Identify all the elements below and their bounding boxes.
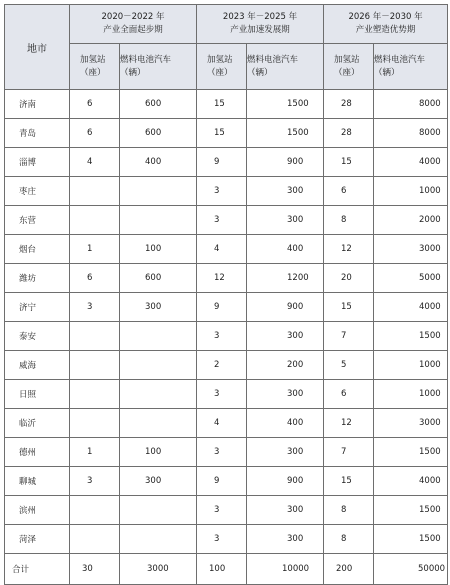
column-header-line: 燃料电池汽车 — [120, 54, 172, 65]
table-row — [5, 206, 448, 235]
station-count-cell — [70, 525, 120, 554]
station-column-header — [70, 44, 120, 90]
station-count-cell: 7 — [324, 322, 374, 351]
total-vehicle-cell: 50000 — [374, 554, 448, 585]
vehicle-count-cell: 600 — [120, 264, 197, 293]
table-row — [5, 496, 448, 525]
city-name: 枣庄 — [5, 177, 70, 206]
vehicle-count-cell: 1500 — [374, 496, 448, 525]
table-row — [5, 322, 448, 351]
column-subheader-row — [5, 44, 448, 90]
station-count-cell: 3 — [197, 496, 247, 525]
total-vehicle-cell: 3000 — [120, 554, 197, 585]
station-count-cell: 15 — [324, 293, 374, 322]
vehicle-column-header — [374, 44, 448, 90]
column-header-line: （辆） — [374, 67, 400, 78]
station-count-cell: 6 — [70, 264, 120, 293]
vehicle-count-cell: 1000 — [374, 380, 448, 409]
station-count-cell: 12 — [197, 264, 247, 293]
station-column-header — [324, 44, 374, 90]
station-count-cell: 15 — [197, 90, 247, 119]
station-count-cell: 6 — [70, 90, 120, 119]
vehicle-count-cell: 300 — [247, 496, 324, 525]
vehicle-count-cell: 8000 — [374, 119, 448, 148]
station-count-cell: 3 — [197, 206, 247, 235]
total-station-cell: 30 — [70, 554, 120, 585]
vehicle-count-cell — [120, 380, 197, 409]
vehicle-count-cell: 1000 — [374, 351, 448, 380]
city-name: 泰安 — [5, 322, 70, 351]
vehicle-count-cell: 4000 — [374, 293, 448, 322]
station-count-cell: 1 — [70, 235, 120, 264]
period-header-2 — [197, 5, 324, 44]
column-header-line: （座） — [334, 67, 360, 78]
total-vehicle-cell: 10000 — [247, 554, 324, 585]
period-years: 2023 年－2025 年 — [222, 12, 298, 22]
table-body — [5, 90, 448, 585]
city-name: 淄博 — [5, 148, 70, 177]
station-count-cell — [70, 322, 120, 351]
station-column-header — [197, 44, 247, 90]
vehicle-count-cell: 3000 — [374, 409, 448, 438]
station-count-cell — [70, 206, 120, 235]
station-count-cell: 4 — [197, 409, 247, 438]
vehicle-count-cell: 200 — [247, 351, 324, 380]
total-station-cell: 200 — [324, 554, 374, 585]
vehicle-count-cell — [120, 496, 197, 525]
station-count-cell: 15 — [324, 148, 374, 177]
vehicle-count-cell — [120, 177, 197, 206]
station-count-cell: 8 — [324, 525, 374, 554]
vehicle-count-cell — [120, 525, 197, 554]
vehicle-count-cell: 400 — [247, 409, 324, 438]
vehicle-count-cell: 300 — [247, 380, 324, 409]
city-name: 聊城 — [5, 467, 70, 496]
period-header-3 — [324, 5, 448, 44]
city-name: 济宁 — [5, 293, 70, 322]
vehicle-count-cell — [120, 322, 197, 351]
vehicle-count-cell: 1500 — [374, 438, 448, 467]
vehicle-count-cell: 300 — [247, 438, 324, 467]
station-count-cell: 15 — [324, 467, 374, 496]
vehicle-count-cell: 3000 — [374, 235, 448, 264]
city-name: 日照 — [5, 380, 70, 409]
column-header-line: （座） — [207, 67, 233, 78]
vehicle-count-cell: 900 — [247, 467, 324, 496]
station-count-cell: 6 — [324, 380, 374, 409]
vehicle-count-cell: 900 — [247, 148, 324, 177]
total-label: 合计 — [5, 554, 70, 585]
station-count-cell: 20 — [324, 264, 374, 293]
vehicle-count-cell: 8000 — [374, 90, 448, 119]
vehicle-count-cell: 900 — [247, 293, 324, 322]
station-count-cell: 15 — [197, 119, 247, 148]
station-count-cell: 1 — [70, 438, 120, 467]
station-count-cell: 28 — [324, 90, 374, 119]
vehicle-count-cell: 4000 — [374, 467, 448, 496]
vehicle-count-cell: 1200 — [247, 264, 324, 293]
table-row — [5, 148, 448, 177]
period-years: 2020－2022 年 — [101, 12, 165, 22]
city-name: 威海 — [5, 351, 70, 380]
city-name: 潍坊 — [5, 264, 70, 293]
table-row — [5, 380, 448, 409]
station-count-cell: 6 — [70, 119, 120, 148]
column-header-line: 加氢站 — [334, 54, 360, 65]
station-count-cell: 2 — [197, 351, 247, 380]
vehicle-count-cell: 300 — [120, 293, 197, 322]
table-row — [5, 409, 448, 438]
column-header-line: 加氢站 — [207, 54, 233, 65]
period-name: 产业塑造优势期 — [355, 25, 416, 35]
city-name: 东营 — [5, 206, 70, 235]
station-count-cell — [70, 496, 120, 525]
vehicle-count-cell: 400 — [247, 235, 324, 264]
station-count-cell: 7 — [324, 438, 374, 467]
vehicle-count-cell: 1500 — [247, 90, 324, 119]
city-name: 滨州 — [5, 496, 70, 525]
table-row — [5, 438, 448, 467]
vehicle-column-header — [247, 44, 324, 90]
vehicle-count-cell: 1500 — [374, 525, 448, 554]
total-station-cell: 100 — [197, 554, 247, 585]
vehicle-count-cell: 2000 — [374, 206, 448, 235]
city-name: 烟台 — [5, 235, 70, 264]
period-name: 产业加速发展期 — [230, 25, 290, 35]
column-header-line: 燃料电池汽车 — [374, 54, 426, 65]
station-count-cell — [70, 409, 120, 438]
table-row — [5, 264, 448, 293]
station-count-cell: 9 — [197, 467, 247, 496]
column-header-line: （辆） — [247, 67, 273, 78]
station-count-cell — [70, 380, 120, 409]
vehicle-count-cell: 400 — [120, 148, 197, 177]
station-count-cell: 12 — [324, 235, 374, 264]
period-name: 产业全面起步期 — [103, 25, 163, 35]
station-count-cell: 8 — [324, 496, 374, 525]
city-name: 济南 — [5, 90, 70, 119]
station-count-cell: 9 — [197, 148, 247, 177]
city-name: 德州 — [5, 438, 70, 467]
period-years: 2026 年－2030 年 — [348, 12, 423, 22]
table-row — [5, 525, 448, 554]
station-count-cell: 3 — [197, 322, 247, 351]
vehicle-count-cell: 1500 — [247, 119, 324, 148]
station-count-cell: 3 — [197, 380, 247, 409]
vehicle-count-cell — [120, 409, 197, 438]
vehicle-count-cell — [120, 351, 197, 380]
table-row — [5, 351, 448, 380]
vehicle-count-cell: 300 — [247, 206, 324, 235]
vehicle-count-cell: 300 — [247, 177, 324, 206]
station-count-cell: 12 — [324, 409, 374, 438]
city-name: 青岛 — [5, 119, 70, 148]
station-count-cell: 6 — [324, 177, 374, 206]
hydrogen-plan-table — [4, 4, 448, 585]
column-header-line: （辆） — [120, 67, 146, 78]
station-count-cell: 3 — [70, 293, 120, 322]
vehicle-count-cell: 300 — [247, 322, 324, 351]
table-row — [5, 119, 448, 148]
station-count-cell: 5 — [324, 351, 374, 380]
vehicle-count-cell: 100 — [120, 438, 197, 467]
vehicle-count-cell: 600 — [120, 90, 197, 119]
column-header-line: 加氢站 — [80, 54, 106, 65]
station-count-cell: 3 — [197, 525, 247, 554]
station-count-cell: 4 — [70, 148, 120, 177]
vehicle-count-cell: 4000 — [374, 148, 448, 177]
table-row — [5, 293, 448, 322]
station-count-cell: 28 — [324, 119, 374, 148]
vehicle-count-cell: 1500 — [374, 322, 448, 351]
vehicle-column-header — [120, 44, 197, 90]
city-name: 临沂 — [5, 409, 70, 438]
station-count-cell: 3 — [197, 177, 247, 206]
vehicle-count-cell — [120, 206, 197, 235]
station-count-cell — [70, 177, 120, 206]
table-row — [5, 177, 448, 206]
column-header-line: 燃料电池汽车 — [247, 54, 299, 65]
vehicle-count-cell: 300 — [120, 467, 197, 496]
station-count-cell: 4 — [197, 235, 247, 264]
station-count-cell: 3 — [197, 438, 247, 467]
station-count-cell — [70, 351, 120, 380]
vehicle-count-cell: 5000 — [374, 264, 448, 293]
station-count-cell: 3 — [70, 467, 120, 496]
vehicle-count-cell: 600 — [120, 119, 197, 148]
vehicle-count-cell: 300 — [247, 525, 324, 554]
column-header-line: （座） — [80, 67, 106, 78]
table-row — [5, 467, 448, 496]
total-row — [5, 554, 448, 585]
vehicle-count-cell: 100 — [120, 235, 197, 264]
period-header-1 — [70, 5, 197, 44]
station-count-cell: 9 — [197, 293, 247, 322]
table-row — [5, 90, 448, 119]
station-count-cell: 8 — [324, 206, 374, 235]
table-row — [5, 235, 448, 264]
region-header: 地市 — [5, 5, 70, 90]
vehicle-count-cell: 1000 — [374, 177, 448, 206]
city-name: 菏泽 — [5, 525, 70, 554]
